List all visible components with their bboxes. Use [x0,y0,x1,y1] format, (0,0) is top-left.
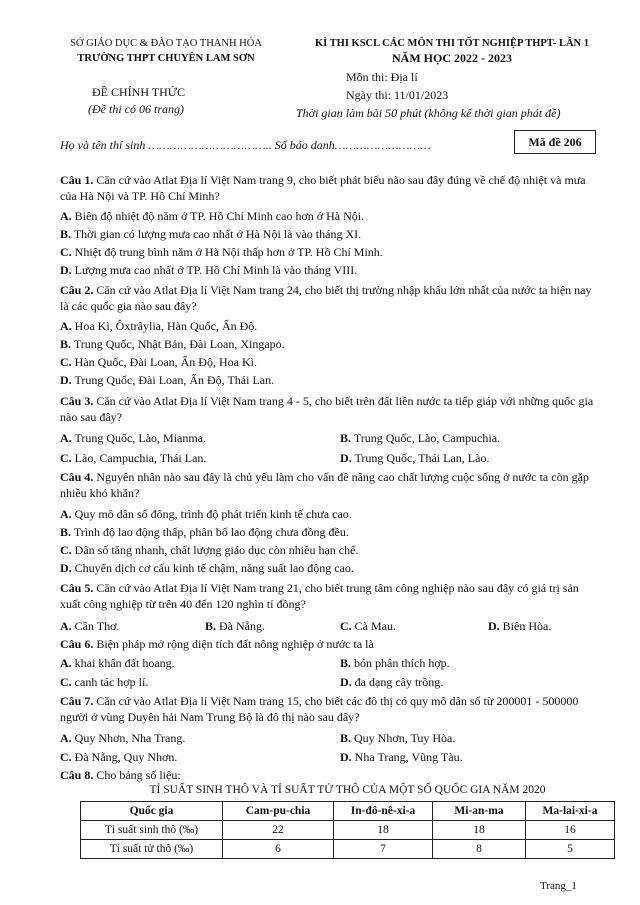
table-header: Quốc gia [81,802,223,821]
option-2a: A. Hoa Kì, Ôxtrâylia, Hàn Quốc, Ấn Độ. [60,319,258,333]
table-row [81,821,615,840]
table-cell: 16 [526,821,615,840]
header-right [292,36,612,66]
question-label: Câu 6. [60,637,94,651]
official-label: ĐỀ CHÍNH THỨC [92,85,186,99]
table-cell: 8 [433,840,526,859]
school-year: NĂM HỌC 2022 - 2023 [392,51,512,65]
table-header: Cam-pu-chia [223,802,334,821]
pages-note: (Đề thi có 06 trang) [88,102,184,116]
table-header-row [81,802,615,821]
option-5b: B. Đà Nẵng. [205,619,265,633]
table-cell: Tỉ suất tử thô (‰) [81,840,223,859]
table-cell: 7 [334,840,433,859]
option-7a: A. Quy Nhơn, Nha Trang. [60,731,186,745]
option-4c: C. Dân số tăng nhanh, chất lượng giáo dục còn nhiều hạn chế. [60,543,359,557]
table-cell: 18 [334,821,433,840]
option-4a: A. Quy mô dân số đông, trình độ phát triển kinh tế chưa cao. [60,507,352,521]
table-cell: 6 [223,840,334,859]
table-row [81,840,615,859]
option-7d: D. Nha Trang, Vũng Tàu. [340,750,463,764]
page-number: Trang_1 [540,880,577,892]
question-label: Câu 5. [60,581,94,595]
question-2 [60,282,600,314]
question-8 [60,767,181,783]
table-cell: Tỉ suất sinh thô (‰) [81,821,223,840]
option-7b: B. Quy Nhơn, Tuy Hòa. [340,731,456,745]
candidate-line: Họ và tên thí sinh …………………………….. Số báo danh……………………… [60,138,431,152]
option-6b: B. bón phân thích hợp. [340,656,450,670]
option-2b: B. Trung Quốc, Nhật Bản, Đài Loan, Xingapo. [60,337,285,351]
school-name: TRƯỜNG THPT CHUYÊN LAM SƠN [77,53,255,64]
question-7 [60,693,600,725]
question-text: Cho bảng số liệu: [96,768,181,782]
table-cell: 22 [223,821,334,840]
option-3d: D. Trung Quốc, Thái Lan, Lào. [340,451,490,465]
question-label: Câu 1. [60,173,94,187]
question-text: Nguyên nhân nào sau đây là chủ yếu làm cho vấn đề nâng cao chất lượng cuộc sống ở nước ta còn gặp nhiều khó khăn? [60,470,589,500]
option-1b: B. Thời gian có lượng mưa cao nhất ở Hà Nội là vào tháng XI. [60,227,362,241]
question-label: Câu 2. [60,283,94,297]
data-table [80,801,615,859]
exam-code-box: Mã đề 206 [514,130,596,154]
question-label: Câu 4. [60,470,94,484]
option-1c: C. Nhiệt độ trung bình năm ở Hà Nội thấp hơn ở TP. Hồ Chí Minh. [60,245,383,259]
option-1a: A. Biên độ nhiệt độ năm ở TP. Hồ Chí Minh cao hơn ở Hà Nội. [60,209,365,223]
option-6a: A. khai khẩn đất hoang. [60,656,175,670]
option-5c: C. Cà Mau. [340,619,396,633]
option-2c: C. Hàn Quốc, Đài Loan, Ấn Độ, Hoa Kì. [60,355,257,369]
option-3a: A. Trung Quốc, Lào, Mianma. [60,431,207,445]
option-4b: B. Trình độ lao động thấp, phân bố lao động chưa đồng đều. [60,525,349,539]
table-header: Ma-lai-xi-a [526,802,615,821]
table-header: Mi-an-ma [433,802,526,821]
table-cell: 5 [526,840,615,859]
question-text: Căn cứ vào Atlat Địa lí Việt Nam trang 9, cho biết phát biểu nào sau đây đúng về chế độ nhiệt và mưa của Hà Nội và TP. Hồ Chí Minh? [60,173,586,203]
question-text: Căn cứ vào Atlat Địa lí Việt Nam trang 21, cho biết trung tâm công nghiệp nào sau đây có giá trị sản xuất công nghiệp từ trên 40 đến 120 nghìn tỉ đồng? [60,581,579,611]
option-6d: D. đa dạng cây trồng. [340,675,444,689]
option-5a: A. Cần Thơ. [60,619,120,633]
question-text: Căn cứ vào Atlat Địa lí Việt Nam trang 4 - 5, cho biết trên đất liền nước ta tiếp giáp với những quốc gia nào sau đây? [60,394,594,424]
option-3c: C. Lào, Campuchia, Thái Lan. [60,451,207,465]
table-title: TỈ SUẤT SINH THÔ VÀ TỈ SUẤT TỬ THÔ CỦA MỘT SỐ QUỐC GIA NĂM 2020 [149,784,546,796]
question-4 [60,469,600,501]
option-4d: D. Chuyển dịch cơ cấu kinh tế chậm, năng suất lao động cao. [60,561,354,575]
header-left [40,36,292,66]
exam-title: KÌ THI KSCL CÁC MÔN THI TỐT NGHIỆP THPT- LẦN 1 [314,38,590,49]
question-3 [60,393,600,425]
option-2d: D. Trung Quốc, Đài Loan, Ấn Độ, Thái Lan. [60,373,275,387]
question-5 [60,580,600,612]
exam-duration: Thời gian làm bài 50 phút (không kể thời gian phát đề) [296,106,561,120]
option-1d: D. Lượng mưa cao nhất ở TP. Hồ Chí Minh là vào tháng VIII. [60,263,358,277]
question-text: Biện pháp mở rộng diện tích đất nông nghiệp ở nước ta là [96,637,374,651]
option-5d: D. Biên Hòa. [488,619,552,633]
question-text: Căn cứ vào Atlat Địa lí Việt Nam trang 24, cho biết thị trường nhập khẩu lớn nhất của nước ta hiện nay là các quốc gia nào sau đây? [60,283,592,313]
question-label: Câu 8. [60,768,94,782]
question-label: Câu 3. [60,394,94,408]
subject-line: Môn thi: Địa lí [346,70,418,84]
question-text: Căn cứ vào Atlat Địa lí Việt Nam trang 15, cho biết các đô thị có quy mô dân số từ 200001 - 500000 người ở vùng Duyên hải Nam Trung Bộ là đô thị nào sau đây? [60,694,579,724]
option-3b: B. Trung Quốc, Lào, Campuchia. [340,431,501,445]
exam-date: Ngày thi: 11/01/2023 [346,88,449,102]
question-6 [60,636,600,652]
option-6c: C. canh tác hợp lí. [60,675,149,689]
option-7c: C. Đà Nẵng, Quy Nhơn. [60,750,178,764]
question-label: Câu 7. [60,694,94,708]
department-name: SỞ GIÁO DỤC & ĐÀO TẠO THANH HÓA [70,38,262,49]
question-1 [60,172,600,204]
table-header: In-đô-nê-xi-a [334,802,433,821]
table-cell: 18 [433,821,526,840]
